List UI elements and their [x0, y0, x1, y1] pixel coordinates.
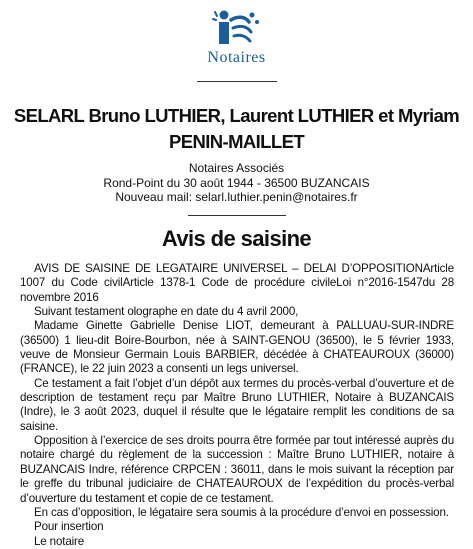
notice-paragraph: Suivant testament olographe en date du 4 avril 2000, — [34, 305, 299, 319]
notice-paragraph: Opposition à l’exercice de ses droits pourra être formée par tout intéressé auprès du notaire chargé du règlement de la succession : Maître Bruno LUTHIER, notaire à BUZANCAIS Indre, référence CRPCEN : 36011, dans le mois suivant la réception par le greffe du tribunal judiciaire de CHATEAUROUX de l’expédition du procès-verbal d’ouverture du testament et copie de ce testament. — [20, 434, 454, 505]
divider — [188, 215, 286, 216]
firm-name-line2: PENIN-MAILLET — [168, 131, 305, 152]
notice-paragraph: Ce testament a fait l’objet d’un dépôt aux termes du procès-verbal d’ouverture et de description de testament reçu par Maître Bruno LUTHIER, Notaire à BUZANCAIS (Indre), le 3 août 2023, duquel il résulte que le légataire remplit les conditions de sa saisine. — [20, 376, 454, 433]
logo-wordmark: Notaires — [207, 49, 266, 66]
contact-address: Rond-Point du 30 août 1944 - 36500 BUZANCAIS — [103, 175, 370, 190]
notice-paragraph: Pour insertion — [34, 520, 104, 534]
notaires-emblem-icon — [207, 6, 267, 50]
divider — [197, 81, 277, 82]
notice-body — [20, 262, 454, 549]
firm-name — [0, 103, 473, 155]
contact-line: Notaires Associés — [188, 161, 285, 175]
notice-title: Avis de saisine — [161, 226, 312, 251]
firm-contact — [0, 161, 473, 205]
notice-paragraph: AVIS DE SAISINE DE LEGATAIRE UNIVERSEL – DELAI D’OPPOSITIONArticle 1007 du Code civilArticle 1378-1 Code de procédure civileLoi n°2016-1547du 28 novembre 2016 — [20, 262, 454, 304]
notice-paragraph: Madame Ginette Gabrielle Denise LIOT, demeurant à PALLUAU-SUR-INDRE (36500) 1 lieu-dit Boire-Bourbon, née à SAINT-GENOU (36500), le 5 février 1933, veuve de Monsieur Germain Louis BARBIER, décédée à CHATEAUROUX (36000) (FRANCE), le 22 juin 2023 a consenti un legs universel. — [20, 319, 454, 376]
notice-signature: Le notaire — [34, 534, 85, 548]
contact-email[interactable]: Nouveau mail: selarl.luthier.penin@notaires.fr — [115, 190, 358, 204]
firm-name-line1: SELARL Bruno LUTHIER, Laurent LUTHIER et Myriam — [13, 105, 460, 126]
notice-paragraph: En cas d’opposition, le légataire sera soumis à la procédure d’envoi en possession. — [34, 505, 449, 519]
